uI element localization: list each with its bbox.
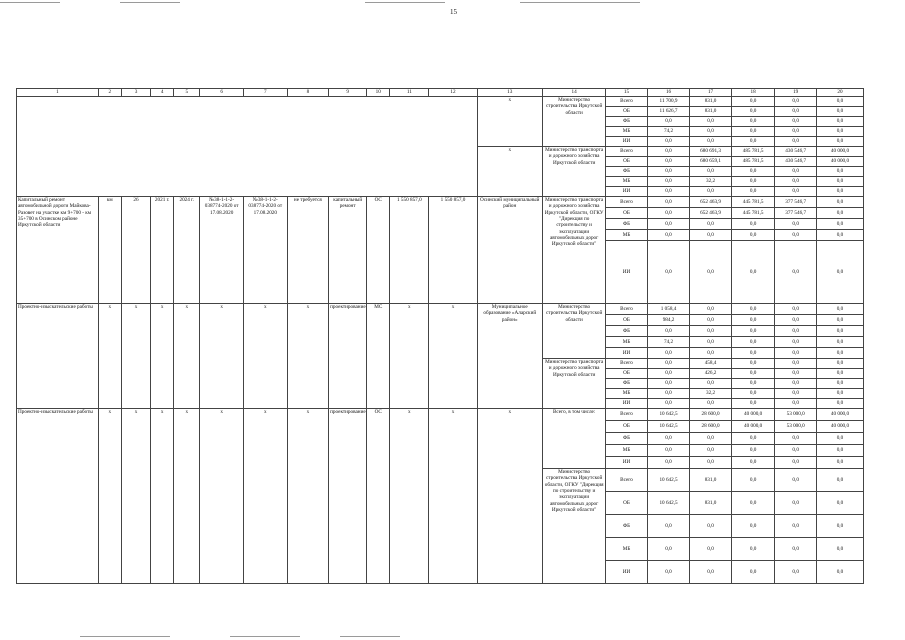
amount-cell: 0,0 — [775, 457, 816, 469]
scan-artifact-top — [365, 2, 445, 3]
amount-cell: 0,0 — [816, 326, 863, 337]
amount-cell: 0,0 — [647, 167, 690, 177]
amount-cell: 0,0 — [775, 348, 816, 359]
amount-cell: 0,0 — [690, 187, 731, 197]
amount-cell: 0,0 — [816, 167, 863, 177]
amount-cell: 0,0 — [775, 326, 816, 337]
amount-cell: 0,0 — [731, 230, 775, 241]
amount-cell: 0,0 — [775, 241, 816, 304]
funding-source-cell: ИИ — [606, 457, 647, 469]
amount-cell: 0,0 — [816, 379, 863, 389]
amount-cell: 74,2 — [647, 127, 690, 137]
amount-cell: 0,0 — [731, 97, 775, 107]
amount-cell: 10 642,5 — [647, 469, 690, 492]
project-attribute-cell: x — [429, 409, 477, 584]
funding-source-cell: ФБ — [606, 167, 647, 177]
amount-cell: 0,0 — [775, 230, 816, 241]
amount-cell: 0,0 — [690, 457, 731, 469]
amount-cell: 11 626,7 — [647, 107, 690, 117]
amount-cell: 0,0 — [647, 515, 690, 538]
column-number-cell: 13 — [477, 89, 542, 97]
amount-cell: 0,0 — [690, 433, 731, 445]
table-row — [17, 304, 864, 315]
funding-source-cell: ФБ — [606, 515, 647, 538]
amount-cell: 0,0 — [690, 326, 731, 337]
project-attribute-cell: 26 — [121, 197, 150, 304]
amount-cell: 426,2 — [690, 369, 731, 379]
amount-cell: 0,0 — [816, 177, 863, 187]
funding-source-cell: Всего — [606, 197, 647, 208]
amount-cell: 0,0 — [690, 561, 731, 584]
amount-cell: 0,0 — [816, 127, 863, 137]
amount-cell: 0,0 — [816, 389, 863, 399]
amount-cell: 0,0 — [647, 389, 690, 399]
amount-cell: 0,0 — [775, 469, 816, 492]
amount-cell: 0,0 — [775, 219, 816, 230]
amount-cell: 0,0 — [647, 197, 690, 208]
amount-cell: 377 546,7 — [775, 208, 816, 219]
amount-cell: 0,0 — [775, 107, 816, 117]
amount-cell: 40 000,0 — [816, 421, 863, 433]
amount-cell: 0,0 — [731, 177, 775, 187]
amount-cell: 0,0 — [647, 348, 690, 359]
amount-cell: 0,0 — [816, 337, 863, 348]
funding-source-cell: МБ — [606, 177, 647, 187]
project-attribute-cell: проектирование — [329, 304, 367, 409]
amount-cell: 0,0 — [690, 137, 731, 147]
amount-cell: 0,0 — [775, 492, 816, 515]
amount-cell: 0,0 — [775, 515, 816, 538]
amount-cell: 445 781,5 — [731, 208, 775, 219]
amount-cell: 0,0 — [647, 561, 690, 584]
amount-cell: 0,0 — [731, 469, 775, 492]
funding-source-cell: ОБ — [606, 492, 647, 515]
amount-cell: 0,0 — [731, 348, 775, 359]
project-attribute-cell: x — [200, 409, 244, 584]
responsible-cell: Осинский муниципальный район — [477, 197, 542, 304]
project-attribute-cell: 2024 г. — [174, 197, 200, 304]
project-attribute-cell: №38-1-1-2-038774-2020 от 17.08.2020 — [200, 197, 244, 304]
amount-cell: 680 659,1 — [690, 157, 731, 167]
funding-source-cell: ФБ — [606, 117, 647, 127]
amount-cell: 0,0 — [816, 117, 863, 127]
funding-source-cell: МБ — [606, 337, 647, 348]
amount-cell: 0,0 — [816, 369, 863, 379]
amount-cell: 984,2 — [647, 315, 690, 326]
table-row — [17, 197, 864, 208]
responsible-cell: x — [477, 409, 542, 584]
funding-source-cell: ОБ — [606, 315, 647, 326]
amount-cell: 0,0 — [731, 433, 775, 445]
amount-cell: 0,0 — [690, 241, 731, 304]
funding-source-cell: Всего — [606, 97, 647, 107]
amount-cell: 0,0 — [816, 399, 863, 409]
funding-source-cell: ИИ — [606, 348, 647, 359]
amount-cell: 40 000,0 — [816, 157, 863, 167]
amount-cell: 28 600,0 — [690, 421, 731, 433]
amount-cell: 40 000,0 — [731, 421, 775, 433]
column-number-row — [17, 89, 864, 97]
project-attribute-cell: x — [200, 304, 244, 409]
funding-source-cell: ОБ — [606, 369, 647, 379]
amount-cell: 0,0 — [731, 515, 775, 538]
amount-cell: 0,0 — [816, 304, 863, 315]
amount-cell: 10 642,5 — [647, 492, 690, 515]
amount-cell: 0,0 — [647, 230, 690, 241]
column-number-cell: 12 — [429, 89, 477, 97]
amount-cell: 430 546,7 — [775, 157, 816, 167]
column-number-cell: 17 — [690, 89, 731, 97]
funding-source-cell: ФБ — [606, 326, 647, 337]
project-attribute-cell: x — [98, 304, 121, 409]
project-attribute-cell: x — [98, 409, 121, 584]
column-number-cell: 1 — [17, 89, 99, 97]
organization-cell: Всего, в том числе: — [542, 409, 605, 469]
amount-cell: 0,0 — [775, 337, 816, 348]
amount-cell: 0,0 — [690, 399, 731, 409]
scan-artifact-bottom — [80, 636, 170, 637]
amount-cell: 0,0 — [690, 219, 731, 230]
funding-source-cell: МБ — [606, 389, 647, 399]
amount-cell: 0,0 — [775, 389, 816, 399]
funding-source-cell: ФБ — [606, 379, 647, 389]
amount-cell: 0,0 — [816, 492, 863, 515]
amount-cell: 652 463,9 — [690, 197, 731, 208]
amount-cell: 0,0 — [731, 379, 775, 389]
amount-cell: 0,0 — [775, 97, 816, 107]
amount-cell: 0,0 — [647, 208, 690, 219]
organization-cell: Министерство транспорта и дорожного хозяйства Иркутской области, ОГКУ "Дирекция по строительству и эксплуатации автомобильных дорог Иркутской области" — [542, 197, 605, 304]
funding-source-cell: Всего — [606, 147, 647, 157]
amount-cell: 831,0 — [690, 469, 731, 492]
amount-cell: 0,0 — [775, 399, 816, 409]
funding-source-cell: МБ — [606, 538, 647, 561]
amount-cell: 0,0 — [690, 538, 731, 561]
amount-cell: 0,0 — [775, 379, 816, 389]
amount-cell: 0,0 — [647, 157, 690, 167]
project-attribute-cell: x — [174, 304, 200, 409]
column-number-cell: 5 — [174, 89, 200, 97]
funding-source-cell: ОБ — [606, 421, 647, 433]
amount-cell: 0,0 — [816, 241, 863, 304]
amount-cell: 0,0 — [647, 538, 690, 561]
funding-source-cell: МБ — [606, 230, 647, 241]
continued-merged-cell — [17, 97, 478, 197]
organization-cell: Министерство строительства Иркутской области, ОГКУ "Дирекция по строительству и эксплуатации автомобильных дорог Иркутской области" — [542, 469, 605, 584]
funding-source-cell: ИИ — [606, 241, 647, 304]
project-attribute-cell: x — [429, 304, 477, 409]
column-number-cell: 10 — [367, 89, 390, 97]
amount-cell: 53 000,0 — [775, 409, 816, 421]
column-number-cell: 16 — [647, 89, 690, 97]
amount-cell: 0,0 — [731, 315, 775, 326]
amount-cell: 445 781,5 — [731, 197, 775, 208]
amount-cell: 0,0 — [731, 389, 775, 399]
project-attribute-cell: x — [287, 409, 328, 584]
amount-cell: 40 000,0 — [816, 147, 863, 157]
amount-cell: 32,2 — [690, 389, 731, 399]
amount-cell: 0,0 — [731, 457, 775, 469]
amount-cell: 0,0 — [690, 127, 731, 137]
amount-cell: 40 000,0 — [731, 409, 775, 421]
amount-cell: 0,0 — [775, 177, 816, 187]
amount-cell: 0,0 — [816, 561, 863, 584]
amount-cell: 74,2 — [647, 337, 690, 348]
funding-source-cell: ФБ — [606, 219, 647, 230]
funding-source-cell: ИИ — [606, 187, 647, 197]
amount-cell: 0,0 — [775, 167, 816, 177]
amount-cell: 0,0 — [731, 304, 775, 315]
amount-cell: 0,0 — [816, 538, 863, 561]
column-number-cell: 8 — [287, 89, 328, 97]
project-attribute-cell: x — [390, 304, 429, 409]
amount-cell: 0,0 — [731, 538, 775, 561]
amount-cell: 0,0 — [690, 167, 731, 177]
project-name-cell: Капитальный ремонт автомобильной дороги Майкова-Разовет на участке км 9+700 - км 35+700 в Осинском районе Иркутской области — [17, 197, 99, 304]
amount-cell: 0,0 — [731, 445, 775, 457]
amount-cell: 0,0 — [647, 219, 690, 230]
amount-cell: 0,0 — [816, 469, 863, 492]
amount-cell: 0,0 — [690, 379, 731, 389]
amount-cell: 0,0 — [775, 304, 816, 315]
amount-cell: 0,0 — [816, 433, 863, 445]
amount-cell: 0,0 — [647, 379, 690, 389]
amount-cell: 0,0 — [816, 107, 863, 117]
amount-cell: 485 781,5 — [731, 147, 775, 157]
amount-cell: 0,0 — [690, 315, 731, 326]
scan-artifact-top — [120, 2, 180, 3]
column-number-cell: 14 — [542, 89, 605, 97]
amount-cell: 430 546,7 — [775, 147, 816, 157]
column-number-cell: 4 — [151, 89, 174, 97]
amount-cell: 0,0 — [731, 359, 775, 369]
column-number-cell: 19 — [775, 89, 816, 97]
amount-cell: 0,0 — [731, 492, 775, 515]
amount-cell: 0,0 — [647, 359, 690, 369]
scan-artifact-bottom — [340, 636, 400, 637]
amount-cell: 0,0 — [775, 187, 816, 197]
amount-cell: 831,0 — [690, 97, 731, 107]
amount-cell: 0,0 — [816, 187, 863, 197]
amount-cell: 0,0 — [731, 326, 775, 337]
project-attribute-cell: 2021 г. — [151, 197, 174, 304]
amount-cell: 0,0 — [731, 337, 775, 348]
amount-cell: 0,0 — [647, 137, 690, 147]
amount-cell: 0,0 — [647, 147, 690, 157]
amount-cell: 0,0 — [775, 369, 816, 379]
amount-cell: 0,0 — [690, 515, 731, 538]
amount-cell: 0,0 — [647, 187, 690, 197]
project-attribute-cell: x — [390, 409, 429, 584]
table-row — [17, 409, 864, 421]
amount-cell: 0,0 — [647, 445, 690, 457]
amount-cell: 0,0 — [816, 219, 863, 230]
amount-cell: 0,0 — [816, 97, 863, 107]
organization-cell: Министерство строительства Иркутской области — [542, 97, 605, 147]
page-number: 15 — [450, 8, 457, 16]
amount-cell: 0,0 — [647, 433, 690, 445]
amount-cell: 0,0 — [775, 561, 816, 584]
amount-cell: 0,0 — [690, 117, 731, 127]
amount-cell: 0,0 — [816, 457, 863, 469]
amount-cell: 10 642,5 — [647, 421, 690, 433]
amount-cell: 0,0 — [647, 457, 690, 469]
amount-cell: 0,0 — [731, 561, 775, 584]
amount-cell: 53 000,0 — [775, 421, 816, 433]
amount-cell: 0,0 — [816, 515, 863, 538]
program-funding-table — [16, 88, 864, 584]
project-name-cell: Проектно-изыскательские работы — [17, 409, 99, 584]
amount-cell: 0,0 — [816, 315, 863, 326]
amount-cell: 0,0 — [690, 445, 731, 457]
project-attribute-cell: x — [121, 409, 150, 584]
project-attribute-cell: x — [174, 409, 200, 584]
project-attribute-cell: x — [151, 304, 174, 409]
amount-cell: 28 600,0 — [690, 409, 731, 421]
amount-cell: 40 000,0 — [816, 409, 863, 421]
amount-cell: 0,0 — [731, 369, 775, 379]
column-number-cell: 11 — [390, 89, 429, 97]
project-attribute-cell: 1 550 857,0 — [429, 197, 477, 304]
responsible-cell: x — [477, 97, 542, 147]
scan-artifact-bottom — [230, 636, 300, 637]
amount-cell: 0,0 — [816, 208, 863, 219]
project-attribute-cell: x — [243, 409, 287, 584]
project-attribute-cell: проектирование — [329, 409, 367, 584]
funding-source-cell: ОБ — [606, 107, 647, 117]
amount-cell: 0,0 — [731, 127, 775, 137]
amount-cell: 0,0 — [647, 177, 690, 187]
column-number-cell: 15 — [606, 89, 647, 97]
scan-artifact-top — [520, 2, 640, 3]
amount-cell: 0,0 — [690, 304, 731, 315]
amount-cell: 0,0 — [775, 315, 816, 326]
amount-cell: 831,0 — [690, 492, 731, 515]
project-attribute-cell: ОС — [367, 409, 390, 584]
funding-source-cell: Всего — [606, 469, 647, 492]
amount-cell: 0,0 — [731, 399, 775, 409]
project-attribute-cell: x — [243, 304, 287, 409]
column-number-cell: 2 — [98, 89, 121, 97]
project-attribute-cell: капитальный ремонт — [329, 197, 367, 304]
amount-cell: 652 463,9 — [690, 208, 731, 219]
amount-cell: 0,0 — [731, 107, 775, 117]
amount-cell: 11 700,9 — [647, 97, 690, 107]
amount-cell: 0,0 — [816, 197, 863, 208]
project-name-cell: Проектно-изыскательские работы — [17, 304, 99, 409]
amount-cell: 0,0 — [647, 369, 690, 379]
amount-cell: 10 642,5 — [647, 409, 690, 421]
amount-cell: 1 058,4 — [647, 304, 690, 315]
amount-cell: 0,0 — [647, 399, 690, 409]
column-number-cell: 3 — [121, 89, 150, 97]
funding-source-cell: Всего — [606, 304, 647, 315]
scan-artifact-top — [0, 2, 60, 3]
table-row — [17, 97, 864, 107]
funding-source-cell: ОБ — [606, 157, 647, 167]
amount-cell: 680 691,3 — [690, 147, 731, 157]
organization-cell: Министерство транспорта и дорожного хозяйства Иркутской области — [542, 359, 605, 409]
project-attribute-cell: №38-1-1-2-038774-2020 от 17.08.2020 — [243, 197, 287, 304]
amount-cell: 0,0 — [816, 137, 863, 147]
funding-source-cell: ОБ — [606, 208, 647, 219]
column-number-cell: 6 — [200, 89, 244, 97]
amount-cell: 0,0 — [731, 167, 775, 177]
funding-source-cell: ИИ — [606, 561, 647, 584]
amount-cell: 485 781,5 — [731, 157, 775, 167]
amount-cell: 0,0 — [647, 241, 690, 304]
funding-source-cell: ИИ — [606, 399, 647, 409]
project-attribute-cell: км — [98, 197, 121, 304]
amount-cell: 0,0 — [775, 445, 816, 457]
funding-source-cell: МБ — [606, 127, 647, 137]
amount-cell: 0,0 — [816, 348, 863, 359]
amount-cell: 0,0 — [816, 230, 863, 241]
amount-cell: 0,0 — [731, 187, 775, 197]
amount-cell: 0,0 — [690, 230, 731, 241]
amount-cell: 0,0 — [775, 538, 816, 561]
funding-source-cell: ИИ — [606, 137, 647, 147]
amount-cell: 0,0 — [731, 219, 775, 230]
amount-cell: 0,0 — [731, 241, 775, 304]
responsible-cell: Муниципальное образование «Аларский район» — [477, 304, 542, 409]
amount-cell: 0,0 — [775, 117, 816, 127]
amount-cell: 0,0 — [775, 127, 816, 137]
amount-cell: 458,4 — [690, 359, 731, 369]
amount-cell: 32,2 — [690, 177, 731, 187]
project-attribute-cell: 1 550 857,0 — [390, 197, 429, 304]
amount-cell: 0,0 — [775, 359, 816, 369]
funding-source-cell: МБ — [606, 445, 647, 457]
funding-source-cell: Всего — [606, 359, 647, 369]
organization-cell: Министерство строительства Иркутской области — [542, 304, 605, 359]
column-number-cell: 18 — [731, 89, 775, 97]
column-number-cell: 20 — [816, 89, 863, 97]
project-attribute-cell: x — [287, 304, 328, 409]
amount-cell: 0,0 — [647, 326, 690, 337]
amount-cell: 0,0 — [690, 348, 731, 359]
funding-source-cell: Всего — [606, 409, 647, 421]
project-attribute-cell: x — [121, 304, 150, 409]
amount-cell: 0,0 — [731, 117, 775, 127]
amount-cell: 0,0 — [775, 137, 816, 147]
column-number-cell: 9 — [329, 89, 367, 97]
project-attribute-cell: МС — [367, 304, 390, 409]
organization-cell: Министерство транспорта и дорожного хозяйства Иркутской области — [542, 147, 605, 197]
amount-cell: 377 546,7 — [775, 197, 816, 208]
project-attribute-cell: ОС — [367, 197, 390, 304]
amount-cell: 0,0 — [775, 433, 816, 445]
amount-cell: 0,0 — [816, 359, 863, 369]
funding-source-cell: ФБ — [606, 433, 647, 445]
amount-cell: 0,0 — [816, 445, 863, 457]
amount-cell: 0,0 — [690, 337, 731, 348]
project-attribute-cell: не требуется — [287, 197, 328, 304]
amount-cell: 0,0 — [647, 117, 690, 127]
responsible-cell: x — [477, 147, 542, 197]
column-number-cell: 7 — [243, 89, 287, 97]
project-attribute-cell: x — [151, 409, 174, 584]
amount-cell: 0,0 — [731, 137, 775, 147]
amount-cell: 831,0 — [690, 107, 731, 117]
